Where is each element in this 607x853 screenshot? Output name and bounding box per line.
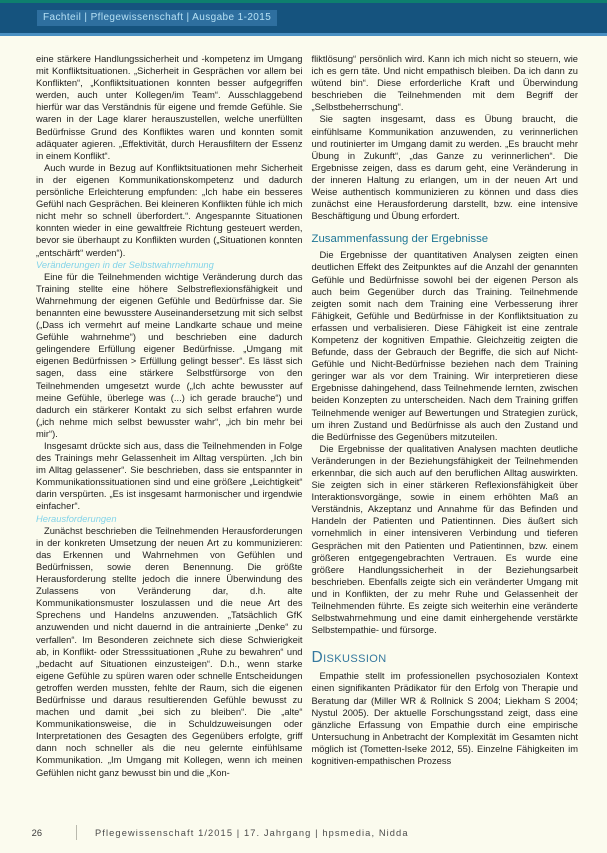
paragraph: Die Ergebnisse der qualitativen Analysen machten deutliche Veränderungen in der Beziehungsfähigkeit der Teilnehmenden erkennbar, die sich auch auf den beruflichen Alltag auswirkten. Sie zeigten sich in einer stärkeren Reflexionsfähigkeit über Interaktionsvorgänge, sowie in einem erhöhten Maß an Verständnis, Akzeptanz und Annahme für das Befinden und Handeln der Patienten und Patientinnen. Dies äußert sich vornehmlich in einer intensiveren Verbindung und tieferen Gesprächen mit den Patienten und Patientinnen, bzw. einem größeren entgegengebrachten Vertrauen. Es wurde eine größere Handlungssicherheit in der Beziehungsarbeit beschrieben. Ebenfalls zeigte sich ein veränderter Umgang mit und in Konflikten, der zu mehr Ruhe und Gelassenheit der Teilnehmenden führte. Es zeigte sich weiterhin eine veränderte Selbstwahrnehmung und eine damit einhergehende verstärkte Selbstempathie- und fürsorge. bbox=[311, 443, 578, 636]
subheading-herausforderungen: Herausforderungen bbox=[36, 513, 117, 524]
heading-zusammenfassung: Zusammenfassung der Ergebnisse bbox=[311, 233, 489, 246]
subheading-selbstwahrnehmung: Veränderungen in der Selbstwahrnehmung bbox=[36, 259, 214, 270]
page-number: 26 bbox=[31, 827, 42, 838]
paragraph: fliktlösung“ persönlich wird. Kann ich mich nicht so steuern, wie ich es gern täte. Und nicht empathisch bleiben. Da ich dann zu wütend bin“. Diese erforderliche Kraft und Überwindung beschrieben die Teilnehmenden mit dem Begriff der „Selbstbeherrschung“. bbox=[311, 54, 578, 113]
paragraph: Auch wurde in Bezug auf Konfliktsituationen mehr Sicherheit in der eigenen Kommunikationskompetenz und dadurch persönliche Erleichterung empfunden: „Ich habe ein besseres Gefühl nach Gesprächen. Bei kleineren Konflikten fühle ich mich nicht mehr so schnell überfordert.“. Angespannte Situationen konnten wieder in eine gewaltfreie Richtung gesteuert werden, bevor sie überhaupt zu Konflikten wurden („Situationen konnten „entschärft“ werden“). bbox=[36, 162, 303, 258]
header-section-label: Fachteil | Pflegewissenschaft | Ausgabe 1-2015 bbox=[37, 10, 277, 26]
footer-divider bbox=[76, 825, 77, 840]
paragraph: Die Ergebnisse der quantitativen Analysen zeigten einen deutlichen Effekt des Zeitpunktes auf die Anzahl der genannten Gefühle und Bedürfnisse sowohl bei der eigenen Person als auch beim Gegenüber durch das Training. Teilnehmende zeigten somit nach dem Training eine Verbesserung ihrer Fähigkeit, Gefühle und Bedürfnisse in der Konfliktsituation zu erfassen und verbalisieren. Diese Fähigkeit ist eine zentrale Kompetenz der kognitiven Empathie. Gleichzeitig zeigten die Befunde, dass der Gebrauch der Begriffe, die sich auf Nicht-Gefühle und Nicht-Bedürfnisse beziehen nach dem Training geringer war als vor dem Training. Wir interpretieren diese Ergebnisse dahingehend, dass Teilnehmende lernten, zwischen beiden Konzepten zu unterscheiden. Nach dem Training griffen Teilnehmende weniger auf Bewertungen und Strategien zurück, um ihren Zustand und Bedürfnisse als auch den Zustand und die Bedürfnisse des Gegenübers mitzuteilen. bbox=[311, 250, 578, 442]
heading-diskussion: Diskussion bbox=[311, 649, 387, 667]
paragraph: Sie sagten insgesamt, dass es Übung braucht, die einfühlsame Kommunikation anzuwenden, zu verinnerlichen und routinierter im Umgang damit zu werden. „Es braucht mehr Übung in Zukunft“, „das Ganze zu verinnerlichen“. Die Ergebnisse zeigen, dass es darum geht, eine Veränderung in der inneren Haltung zu erlangen, um in der neuen Art und Weise authentisch kommunizieren zu können und dass dies zunächst eine Herausforderung darstellt, bzw. eine intensive Beschäftigung und Übung erfordert. bbox=[311, 114, 578, 222]
paragraph: eine stärkere Handlungssicherheit und -kompetenz im Umgang mit Konfliktsituationen. „Sicherheit in Gesprächen vor allem bei Konflikten“, „Konfliktsituationen konnten besser aufgegriffen werden, auch unter Kollegen/im Team“. Ausschlaggebend hierfür war das Verständnis für eigene und fremde Gefühle. Sie waren in der Lage klarer herauszustellen, welche unerfüllten Bedürfnisse Grund des Konfliktes waren und konnten somit adäquater agieren. „Effektivität, durch Herausfiltern der Essenz in einem Konflikt“. bbox=[36, 54, 303, 161]
paragraph: Insgesamt drückte sich aus, dass die Teilnehmenden in Folge des Trainings mehr Gelassenheit im Alltag verspürten. „Ich bin im Alltag gelassener“. Sie beschrieben, dass sie entspannter in Kommunikationssituationen sind und eine größere „Leichtigkeit“ darin verspürten. „Es ist insgesamt harmonischer und irgendwie einfacher“. bbox=[36, 441, 303, 512]
page-header-bar bbox=[0, 3, 607, 36]
paragraph: Zunächst beschrieben die Teilnehmenden Herausforderungen in der konkreten Umsetzung der neuen Art zu kommunizieren: das Erkennen und Wahrnehmen von Gefühlen und Bedürfnissen, sowie deren Benennung. Die größte Herausforderung stellte jedoch die innere Überwindung des Zulassens von Veränderung dar, d.h. alte Kommunikationsmuster loszulassen und die neue Art des Sprechens und Handelns anzuwenden. „Tatsächlich GfK anzuwenden und nicht dauernd in die antrainierte „Denke“ zu verfallen“. Im Besonderen zeichnete sich diese Schwierigkeit ab, in Konflikt- oder Stresssituationen „Ruhe zu bewahren“ und „bedacht auf Situationen einzusteigen“. D.h., wenn starke eigene Gefühle zu spüren waren oder schnelle Entscheidungen getroffen werden mussten, fehlte der Raum, sich die eigenen Bedürfnisse und daraus resultierenden Gefühle bewusst zu machen und damit „bei sich zu bleiben“. Die „alte“ Kommunikationsweise, die in Schuldzuweisungen oder Interpretationen des Gesagten des Gegenübers erfolgte, griff dann noch schneller als die neu gelernte einfühlsame Kommunikation. „Im Umgang mit Kollegen, wenn ich meinen Gefühlen nicht ganz bewusst bin und die „Kon- bbox=[36, 525, 303, 778]
page-footer bbox=[0, 825, 607, 840]
paragraph: Eine für die Teilnehmenden wichtige Veränderung durch das Training stellte eine höhere Selbstreflexionsfähigkeit und Wahrnehmung der eigenen Gefühle und Bedürfnisse dar. Sie benannten eine bewusstere Auseinandersetzung mit sich selbst („Dass ich vermehrt auf meine Landkarte schaue und meine Gefühle wahrnehme“) und beschrieben eine dadurch gelingendere Erfüllung eigener Bedürfnisse. „Umgang mit eigenen Bedürfnissen > Erfüllung gelingt besser“. Es lässt sich sagen, dass eine stärkere Selbstfürsorge von den Teilnehmenden umgesetzt wurde („Ich achte bewusster auf meine Gefühle, überlege was (...) ich gerade brauche“) und dadurch ein stärkerer Kontakt zu sich selbst erfahren wurde („ich nehme mich selbst bewusster wahr“, „ich bin mehr bei mir“). bbox=[36, 271, 303, 439]
paragraph: Empathie stellt im professionellen psychosozialen Kontext einen signifikanten Prädikator für den Erfolg von Therapie und Beratung dar (Miller WR & Rollnick S 2004; Liekham S 2004; Nystul 2005). Der aktuelle Forschungsstand zeigt, dass eine gänzliche Erfassung von Empathie durch eine empirische Untersuchung in Anbetracht der Komplexität im Gesamten nicht möglich ist (Tometten-Iseke 2012, 55). Einzelne Fähigkeiten im kognitiven-empathischen Prozess bbox=[311, 671, 578, 766]
journal-citation-line: Pflegewissenschaft 1/2015 | 17. Jahrgang | hpsmedia, Nidda bbox=[95, 827, 409, 838]
left-column bbox=[36, 53, 303, 792]
article-body bbox=[0, 36, 607, 792]
right-column bbox=[312, 53, 579, 792]
